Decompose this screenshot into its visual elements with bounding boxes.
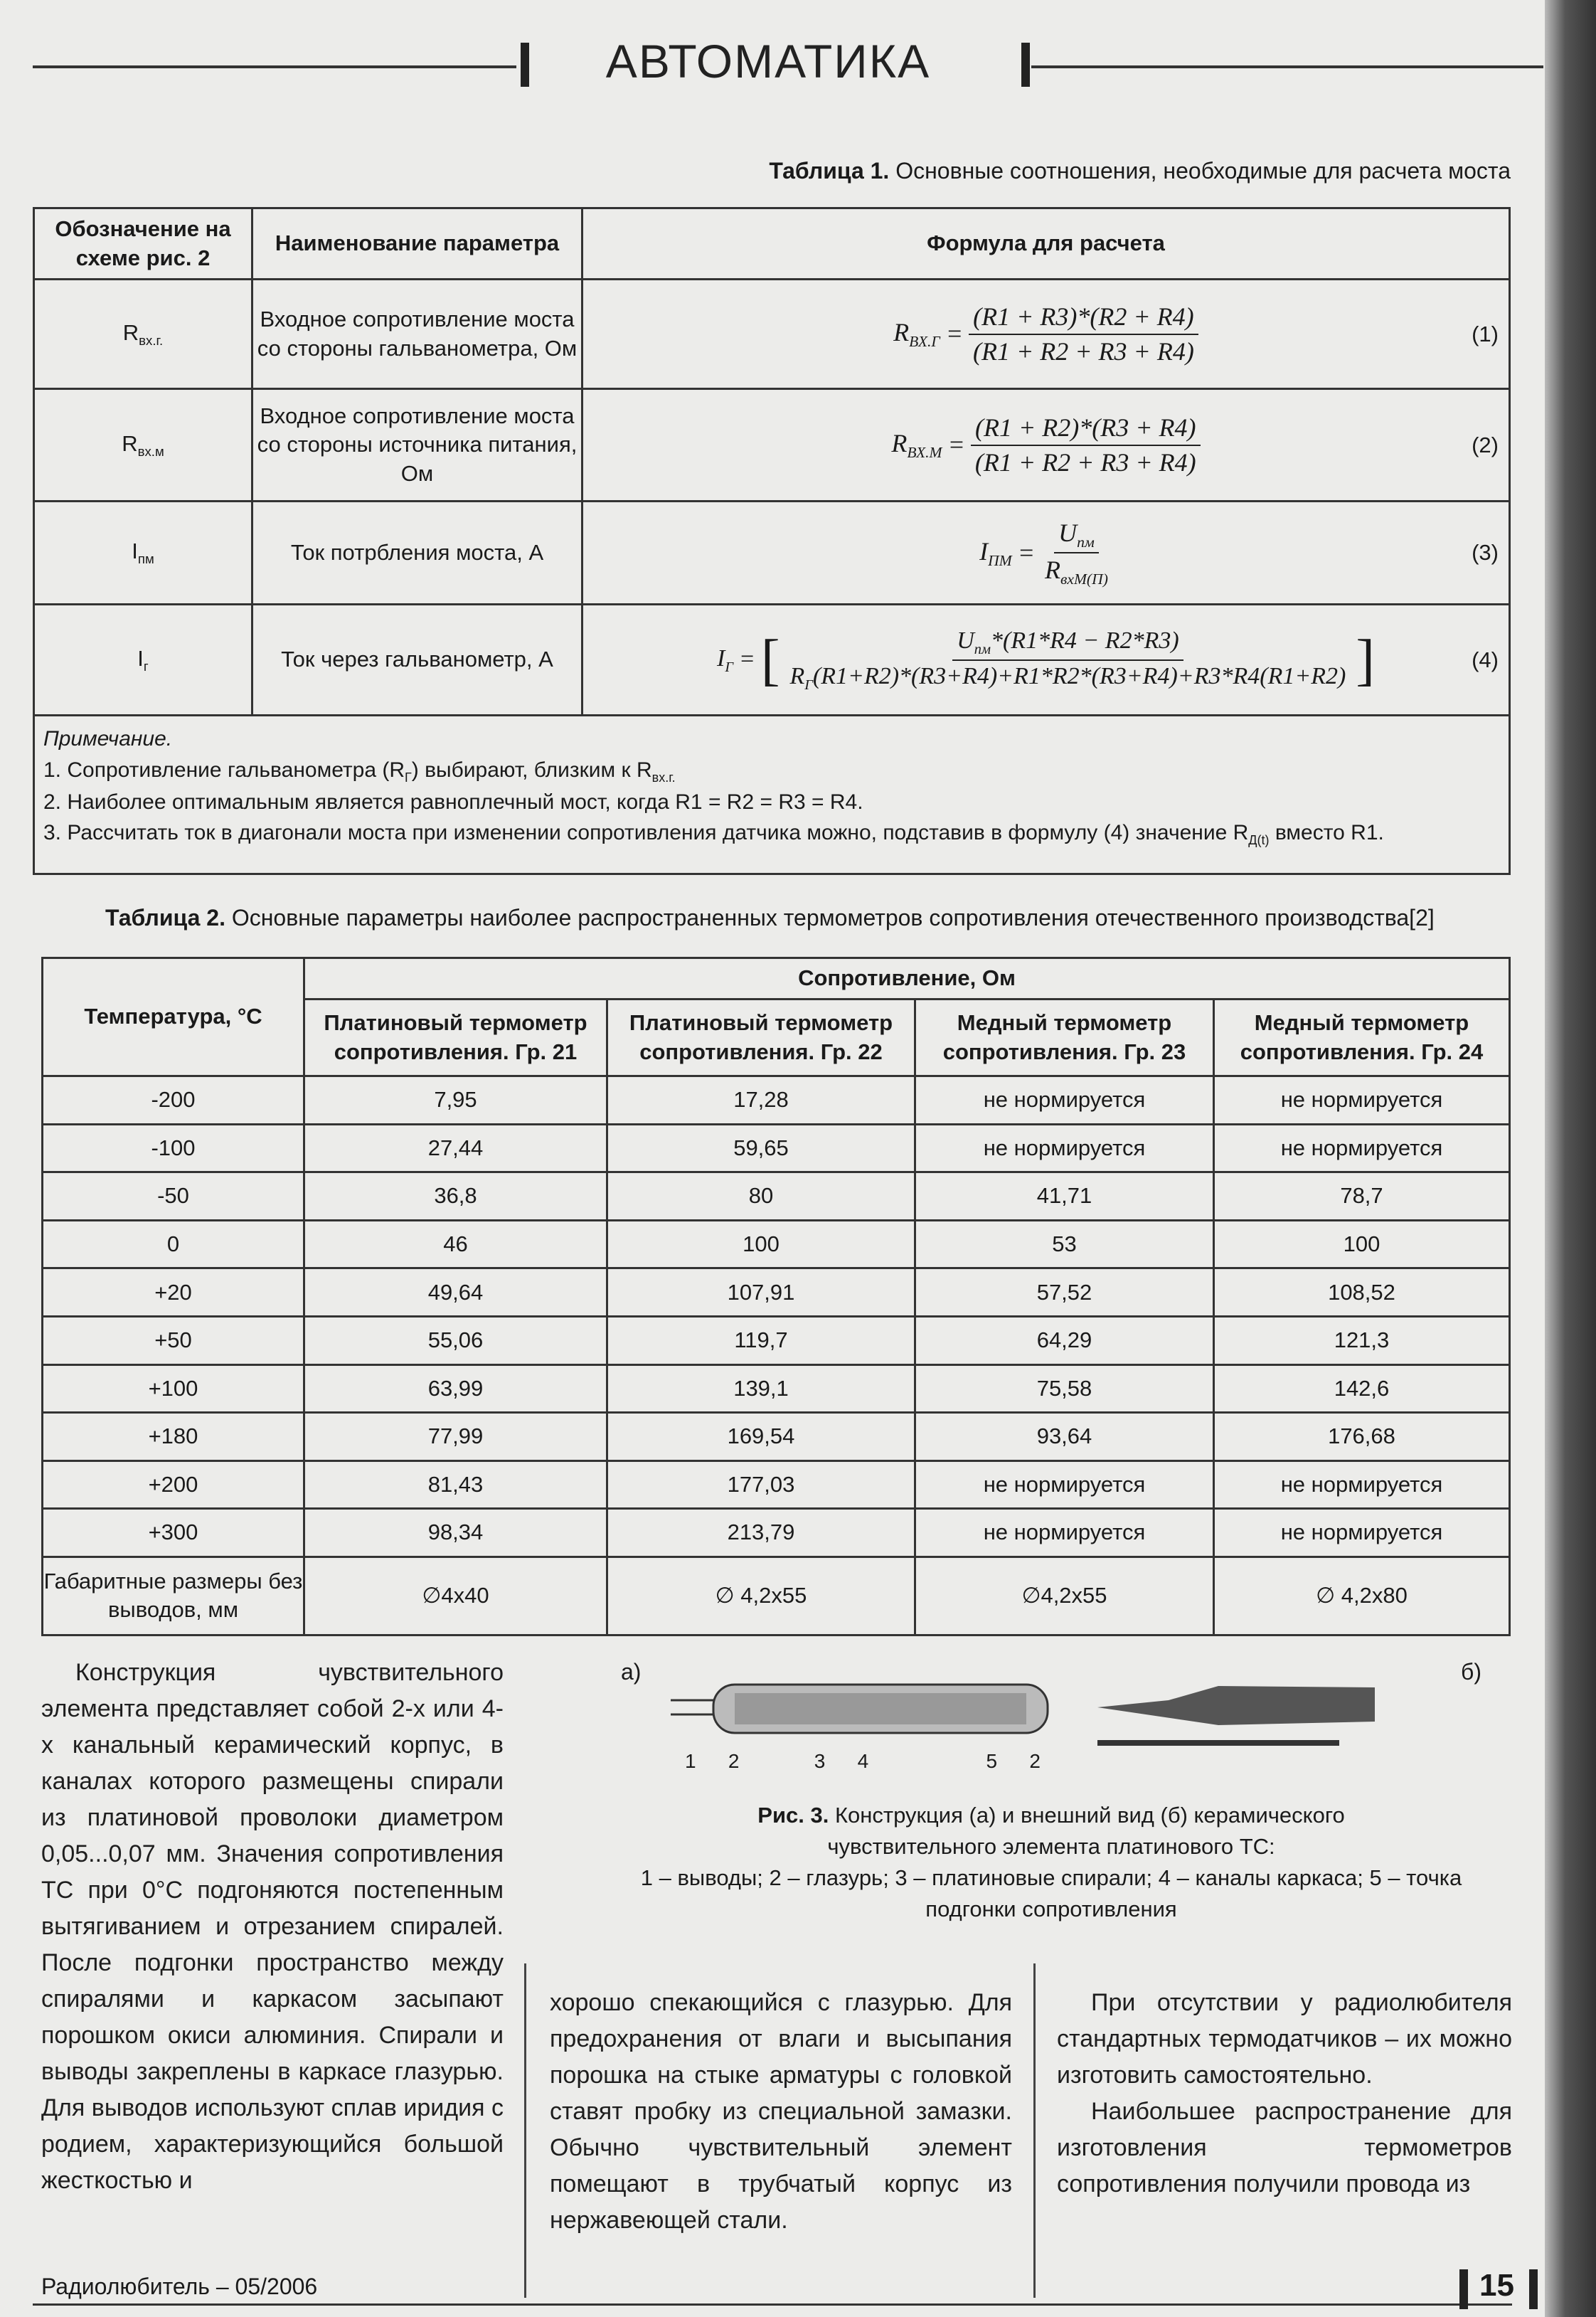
table-cell: не нормируется — [915, 1076, 1214, 1125]
table-cell: не нормируется — [1214, 1509, 1510, 1557]
table-cell: -200 — [43, 1076, 304, 1125]
table-row — [43, 1460, 1510, 1509]
footer-rule — [33, 2303, 1512, 2306]
column-divider — [1033, 1963, 1036, 2298]
table-cell: -50 — [43, 1172, 304, 1221]
table-cell: 119,7 — [607, 1316, 915, 1364]
table-cell: 100 — [1214, 1220, 1510, 1268]
table-cell: +180 — [43, 1413, 304, 1461]
header-rule-left — [33, 65, 516, 68]
page-number: 15 — [1479, 2268, 1514, 2303]
header-bar — [1021, 43, 1030, 87]
table-cell: 41,71 — [915, 1172, 1214, 1221]
table-row: $R_{вх.м}$ Входное сопротивление моста со стороны источника питания, Ом $R_{ВХ.М}$ = $\frac{(R1 + R2)*(R3 + R4)}{(R1 + R2 + R3 + R4)}$ (2) — [34, 389, 1510, 502]
table1-caption: Таблица 1. Основные соотношения, необходимые для расчета моста — [769, 158, 1511, 184]
table-cell: 57,52 — [915, 1268, 1214, 1317]
column-header: Наименование параметра — [252, 208, 582, 280]
table-row: $I_{пм}$ Ток потрбления моста, А $I_{ПМ}$ = $\frac{U_{пм}}{R_{вхМ(П)}}$ (3) — [34, 502, 1510, 605]
table-cell: ∅ 4,2x80 — [1214, 1557, 1510, 1635]
table-cell: 36,8 — [304, 1172, 607, 1221]
table-cell: 0 — [43, 1220, 304, 1268]
table-cell: 80 — [607, 1172, 915, 1221]
table-cell: +100 — [43, 1364, 304, 1413]
table-cell: 64,29 — [915, 1316, 1214, 1364]
table-cell: не нормируется — [915, 1460, 1214, 1509]
table-cell: 53 — [915, 1220, 1214, 1268]
table-cell: 77,99 — [304, 1413, 607, 1461]
table-cell: -100 — [43, 1124, 304, 1172]
table-notes: Примечание. 1. Сопротивление гальванометра $(R_Г)$ выбирают, близким к $R_{вх.г.}$ 2. Наиболее оптимальным является равноплечный мост, когда R1 = R2 = R3 = R4. 3. Рассчитать ток в диагонали моста при изменении сопротивления датчика можно, подставив в формулу (4) значение $R_{Д(t)}$ вместо R1. — [34, 716, 1510, 874]
table-cell: не нормируется — [1214, 1124, 1510, 1172]
footer-bar — [1459, 2269, 1468, 2309]
scan-edge — [1545, 0, 1596, 2317]
table-cell: 46 — [304, 1220, 607, 1268]
table-cell: не нормируется — [915, 1509, 1214, 1557]
footer-bar — [1529, 2269, 1538, 2309]
table-cell: 17,28 — [607, 1076, 915, 1125]
column-divider — [524, 1963, 526, 2298]
table-cell: 121,3 — [1214, 1316, 1510, 1364]
figure-3: а) б) 1 2 3 4 5 2 Рис. 3. Конструкция (а) и внешний вид (б) керамического чувствительного элемента платинового ТС: 1 – выводы; 2 – глазурь; 3 – платиновые спирали; 4 – каналы каркаса; 5 – точка подгонки сопротивления — [607, 1658, 1496, 1956]
table-cell: ∅4,2x55 — [915, 1557, 1214, 1635]
table-cell: 213,79 — [607, 1509, 915, 1557]
table-row — [43, 1413, 1510, 1461]
table-cell: 142,6 — [1214, 1364, 1510, 1413]
table-cell: 98,34 — [304, 1509, 607, 1557]
table-thermometers: Температура, °С Сопротивление, Ом Платиновый термометр сопротивления. Гр. 21 Платиновый термометр сопротивления. Гр. 22 Медный термометр сопротивления. Гр. 23 Медный термометр сопротивления. Гр. 24 -200 7,95 17,28 не нормируется не нормируется -100 27,44 59,65 не нормируется не нормируется -50 36,8 80 41,71 78,7 0 46 100 53 100 +20 49,64 107,91 57,52 108,52 +50 55,06 119,7 64,29 121,3 +100 63,99 139,1 75,58 142,6 +180 77,99 169,54 93,64 176,68 +200 81,43 177,03 не нормируется не нормируется +300 98,34 213,79 не нормируется не нормируется Габаритные размеры без выводов, мм ∅4x40 ∅ 4,2x55 ∅4,2x55 ∅ 4,2x80 — [41, 957, 1511, 1636]
table-cell: не нормируется — [1214, 1076, 1510, 1125]
table-cell: 139,1 — [607, 1364, 915, 1413]
table-row — [43, 1220, 1510, 1268]
header-rule-right — [1031, 65, 1543, 68]
table2-caption: Таблица 2. Основные параметры наиболее распространенных термометров сопротивления отечественного производства[2] — [105, 905, 1435, 930]
table-row: $R_{вх.г.}$ Входное сопротивление моста со стороны гальванометра, Ом $R_{ВХ.Г}$ = $\frac{(R1 + R3)*(R2 + R4)}{(R1 + R2 + R3 + R4)}$ (1) — [34, 280, 1510, 389]
table-cell: 49,64 — [304, 1268, 607, 1317]
magazine-issue: Радиолюбитель – 05/2006 — [41, 2274, 318, 2299]
table-cell: 75,58 — [915, 1364, 1214, 1413]
table-cell: ∅ 4,2x55 — [607, 1557, 915, 1635]
table-row — [43, 1076, 1510, 1125]
table-cell: 63,99 — [304, 1364, 607, 1413]
table-cell: 108,52 — [1214, 1268, 1510, 1317]
figure-caption: Рис. 3. Конструкция (а) и внешний вид (б) керамического чувствительного элемента платинового ТС: 1 – выводы; 2 – глазурь; 3 – платиновые спирали; 4 – каналы каркаса; 5 – точка подгонки сопротивления — [640, 1803, 1462, 1921]
table-row — [43, 1509, 1510, 1557]
table-row — [43, 1268, 1510, 1317]
table-row — [43, 1557, 1510, 1635]
body-column-1: Конструкция чувствительного элемента представляет собой 2-х или 4-х канальный керамический корпус, в каналах которого размещены спирали из платиновой проволоки диаметром 0,05...0,07 мм. Значения сопротивления ТС при 0°С подгоняются постепенным вытягиванием и отрезанием спиралей. После подгонки пространство между спиралями и каркасом засыпают порошком окиси алюминия. Спирали и выводы закреплены в каркасе глазурью. Для выводов используют сплав иридия с родием, характеризующийся большой жесткостью и — [41, 1659, 504, 2194]
column-group-header: Сопротивление, Ом — [304, 958, 1510, 1000]
table-cell: 176,68 — [1214, 1413, 1510, 1461]
table-cell: Габаритные размеры без выводов, мм — [43, 1557, 304, 1635]
table-cell: 59,65 — [607, 1124, 915, 1172]
table-cell: ∅4x40 — [304, 1557, 607, 1635]
table-cell: 81,43 — [304, 1460, 607, 1509]
table-bridge-formulas — [33, 207, 1511, 875]
table-cell: 7,95 — [304, 1076, 607, 1125]
table-cell: 177,03 — [607, 1460, 915, 1509]
table-cell: +200 — [43, 1460, 304, 1509]
table-cell: 169,54 — [607, 1413, 915, 1461]
column-header: Обозначение на схеме рис. 2 — [34, 208, 252, 280]
table-cell: 55,06 — [304, 1316, 607, 1364]
section-title: АВТОМАТИКА — [605, 35, 931, 88]
table-cell: +50 — [43, 1316, 304, 1364]
table-row — [43, 1172, 1510, 1221]
table-row: $I_г$ Ток через гальванометр, А $I_Г$ = [ $\frac{U_{пм}*(R1*R4 - R2*R3)}{R_Г(R1+R2)*(R3+R4)+R1*R2*(R3+R4)+R3*R4(R1+R2)}$ ] (4) — [34, 605, 1510, 716]
table-cell: +20 — [43, 1268, 304, 1317]
column-header: Температура, °С — [43, 958, 304, 1076]
table-cell: 100 — [607, 1220, 915, 1268]
table-row — [43, 1124, 1510, 1172]
table-cell: 107,91 — [607, 1268, 915, 1317]
table-row — [43, 1364, 1510, 1413]
body-column-3: При отсутствии у радиолюбителя стандартных термодатчиков – их можно изготовить самостоятельно. Наибольшее распространение для изготовления термометров сопротивления получили провода из — [1057, 1989, 1512, 2197]
table-cell: не нормируется — [1214, 1460, 1510, 1509]
body-column-2: хорошо спекающийся с глазурью. Для предохранения от влаги и высыпания порошка на стыке арматуры с головкой ставят пробку из специальной замазки. Обычно чувствительный элемент помещают в трубчатый корпус из нержавеющей стали. — [550, 1989, 1012, 2234]
table-cell: +300 — [43, 1509, 304, 1557]
table-cell: 27,44 — [304, 1124, 607, 1172]
column-header: Формула для расчета — [582, 208, 1510, 280]
table-cell: 78,7 — [1214, 1172, 1510, 1221]
header-bar — [521, 43, 529, 87]
table-cell: не нормируется — [915, 1124, 1214, 1172]
table-row — [43, 1316, 1510, 1364]
table-cell: 93,64 — [915, 1413, 1214, 1461]
